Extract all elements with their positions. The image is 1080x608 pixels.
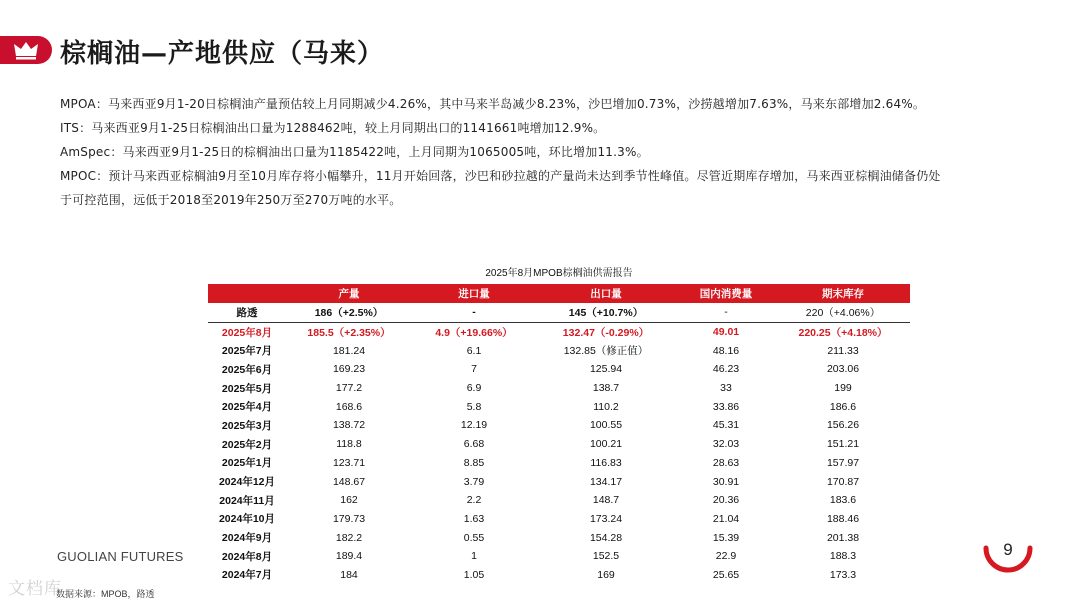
row-label: 2025年8月 xyxy=(221,326,273,339)
cell-production: 185.5（+2.35%） xyxy=(307,326,391,339)
cell-consumption: 25.65 xyxy=(712,568,740,581)
table-row xyxy=(208,454,910,473)
data-source: 数据来源：MPOB，路透 xyxy=(56,589,155,599)
table-row xyxy=(208,547,910,566)
cell-exports: 132.47（-0.29%） xyxy=(562,326,650,339)
cell-ending-stock: 188.3 xyxy=(829,550,857,563)
cell-production: 189.4 xyxy=(335,550,363,563)
row-label: 2025年1月 xyxy=(221,457,273,470)
page-number: 9 xyxy=(1003,540,1013,559)
cell-production: 168.6 xyxy=(335,400,363,413)
cell-ending-stock: 183.6 xyxy=(829,494,857,507)
cell-consumption: 46.23 xyxy=(712,363,740,376)
cell-imports: - xyxy=(412,303,536,322)
paragraph-mpoa: MPOA：马来西亚9月1-20日棕榈油产量预估较上月同期减少4.26%，其中马来半岛减少8.23%，沙巴增加0.73%，沙捞越增加7.63%，马来东部增加2.64%。 xyxy=(60,97,926,111)
cell-production: 123.71 xyxy=(332,456,366,469)
row-label: 2024年10月 xyxy=(218,513,276,526)
table-row xyxy=(208,435,910,454)
row-label: 2025年3月 xyxy=(221,419,273,432)
table-row xyxy=(208,322,910,341)
cell-ending-stock: 151.21 xyxy=(826,438,860,451)
cell-consumption: - xyxy=(676,303,776,322)
cell-ending-stock: 170.87 xyxy=(826,475,860,488)
cell-exports: 169 xyxy=(597,568,615,581)
watermark: 文档库 xyxy=(8,579,62,599)
cell-imports: 4.9（+19.66%） xyxy=(435,326,513,339)
cell-imports: 6.68 xyxy=(463,438,485,451)
header-imports: 进口量 xyxy=(412,284,536,303)
cell-exports: 152.5 xyxy=(592,550,620,563)
cell-consumption: 32.03 xyxy=(712,438,740,451)
cell-production: 184 xyxy=(340,568,358,581)
row-label: 2024年9月 xyxy=(221,532,273,545)
cell-production: 177.2 xyxy=(335,382,363,395)
row-label: 2024年7月 xyxy=(221,569,273,582)
cell-exports: 145（+10.7%） xyxy=(536,303,676,322)
row-label: 2025年2月 xyxy=(221,438,273,451)
table-row xyxy=(208,472,910,491)
table-row xyxy=(208,341,910,360)
cell-imports: 1.63 xyxy=(463,512,485,525)
table-row xyxy=(208,510,910,529)
cell-production: 186（+2.5%） xyxy=(286,303,412,322)
cell-production: 169.23 xyxy=(332,363,366,376)
cell-production: 118.8 xyxy=(336,438,362,451)
page-title: 棕榈油—产地供应（马来） xyxy=(60,39,385,69)
row-label: 路透 xyxy=(208,303,286,322)
commentary xyxy=(60,92,1030,212)
table-row xyxy=(208,360,910,379)
header-exports: 出口量 xyxy=(536,284,676,303)
cell-ending-stock: 199 xyxy=(834,382,852,395)
table-row xyxy=(208,416,910,435)
crown-icon xyxy=(13,40,39,60)
cell-exports: 138.7 xyxy=(592,382,620,395)
row-label: 2024年11月 xyxy=(219,494,275,507)
cell-production: 181.24 xyxy=(332,344,366,357)
page-number-badge xyxy=(982,526,1034,578)
cell-exports: 134.17 xyxy=(589,475,623,488)
row-label: 2025年5月 xyxy=(221,382,273,395)
cell-consumption: 48.16 xyxy=(712,344,740,357)
row-label: 2025年4月 xyxy=(221,401,273,414)
cell-ending-stock: 220（+4.06%） xyxy=(776,303,910,322)
header-consumption: 国内消费量 xyxy=(676,284,776,303)
title-bar xyxy=(0,30,700,70)
cell-imports: 8.85 xyxy=(463,456,485,469)
cell-consumption: 49.01 xyxy=(712,326,740,339)
cell-exports: 132.85（修正值） xyxy=(563,345,649,358)
cell-ending-stock: 203.06 xyxy=(826,363,860,376)
cell-exports: 100.55 xyxy=(589,419,623,432)
cell-consumption: 20.36 xyxy=(712,494,740,507)
cell-imports: 0.55 xyxy=(463,531,485,544)
cell-consumption: 21.04 xyxy=(712,512,740,525)
cell-production: 162 xyxy=(340,494,358,507)
cell-consumption: 33.86 xyxy=(712,400,740,413)
cell-consumption: 15.39 xyxy=(712,531,740,544)
table-row xyxy=(208,379,910,398)
cell-consumption: 28.63 xyxy=(712,456,740,469)
title-icon-block xyxy=(0,36,52,64)
table-row xyxy=(208,528,910,547)
cell-exports: 148.7 xyxy=(592,494,620,507)
table-body xyxy=(208,303,910,584)
cell-exports: 116.83 xyxy=(590,456,622,469)
cell-ending-stock: 157.97 xyxy=(826,456,860,469)
cell-exports: 100.21 xyxy=(589,438,623,451)
row-label: 2025年7月 xyxy=(221,345,273,358)
cell-ending-stock: 211.33 xyxy=(827,344,859,357)
cell-ending-stock: 220.25（+4.18%） xyxy=(798,326,888,339)
cell-exports: 110.2 xyxy=(593,400,619,413)
table-title: 2025年8月MPOB棕榈油供需报告 xyxy=(485,268,633,279)
cell-imports: 5.8 xyxy=(466,400,482,413)
cell-imports: 1.05 xyxy=(463,568,485,581)
paragraph-mpoc: MPOC：预计马来西亚棕榈油9月至10月库存将小幅攀升，11月开始回落，沙巴和砂拉越的产量尚未达到季节性峰值。尽管近期库存增加，马来西亚棕榈油储备仍处 xyxy=(60,169,941,183)
header-production: 产量 xyxy=(286,284,412,303)
supply-demand-table xyxy=(208,284,910,584)
table-header-row xyxy=(208,284,910,303)
row-label: 2025年6月 xyxy=(221,363,273,376)
cell-consumption: 33 xyxy=(720,382,732,395)
paragraph-its: ITS：马来西亚9月1-25日棕榈油出口量为1288462吨，较上月同期出口的1141661吨增加12.9%。 xyxy=(60,121,606,135)
cell-ending-stock: 156.26 xyxy=(826,419,860,432)
table-row xyxy=(208,397,910,416)
cell-exports: 154.28 xyxy=(589,531,623,544)
cell-production: 148.67 xyxy=(332,475,366,488)
cell-ending-stock: 186.6 xyxy=(829,400,857,413)
cell-imports: 3.79 xyxy=(463,475,485,488)
cell-production: 182.2 xyxy=(335,531,363,544)
row-label: 2024年12月 xyxy=(218,476,276,489)
table-row xyxy=(208,303,910,322)
table-row xyxy=(208,566,910,585)
cell-exports: 173.24 xyxy=(589,512,623,525)
header-ending-stock: 期末库存 xyxy=(776,284,910,303)
cell-consumption: 22.9 xyxy=(715,550,737,563)
cell-imports: 6.9 xyxy=(466,382,482,395)
cell-production: 138.72 xyxy=(332,419,366,432)
cell-imports: 6.1 xyxy=(466,344,482,357)
paragraph-mpoc-continued: 于可控范围，远低于2018至2019年250万至270万吨的水平。 xyxy=(60,193,402,207)
cell-imports: 1 xyxy=(471,550,477,563)
brand-name: GUOLIAN FUTURES xyxy=(57,549,184,564)
cell-exports: 125.94 xyxy=(589,363,623,376)
row-label: 2024年8月 xyxy=(221,550,273,563)
paragraph-amspec: AmSpec：马来西亚9月1-25日的棕榈油出口量为1185422吨，上月同期为1065005吨，环比增加11.3%。 xyxy=(60,145,649,159)
cell-ending-stock: 173.3 xyxy=(829,568,857,581)
cell-production: 179.73 xyxy=(332,512,366,525)
cell-ending-stock: 201.38 xyxy=(826,531,860,544)
cell-consumption: 45.31 xyxy=(712,419,740,432)
table-row xyxy=(208,491,910,510)
header-blank xyxy=(208,284,286,303)
cell-imports: 2.2 xyxy=(466,494,482,507)
cell-imports: 12.19 xyxy=(460,419,488,432)
cell-consumption: 30.91 xyxy=(712,475,740,488)
cell-ending-stock: 188.46 xyxy=(826,512,860,525)
cell-imports: 7 xyxy=(471,363,477,376)
